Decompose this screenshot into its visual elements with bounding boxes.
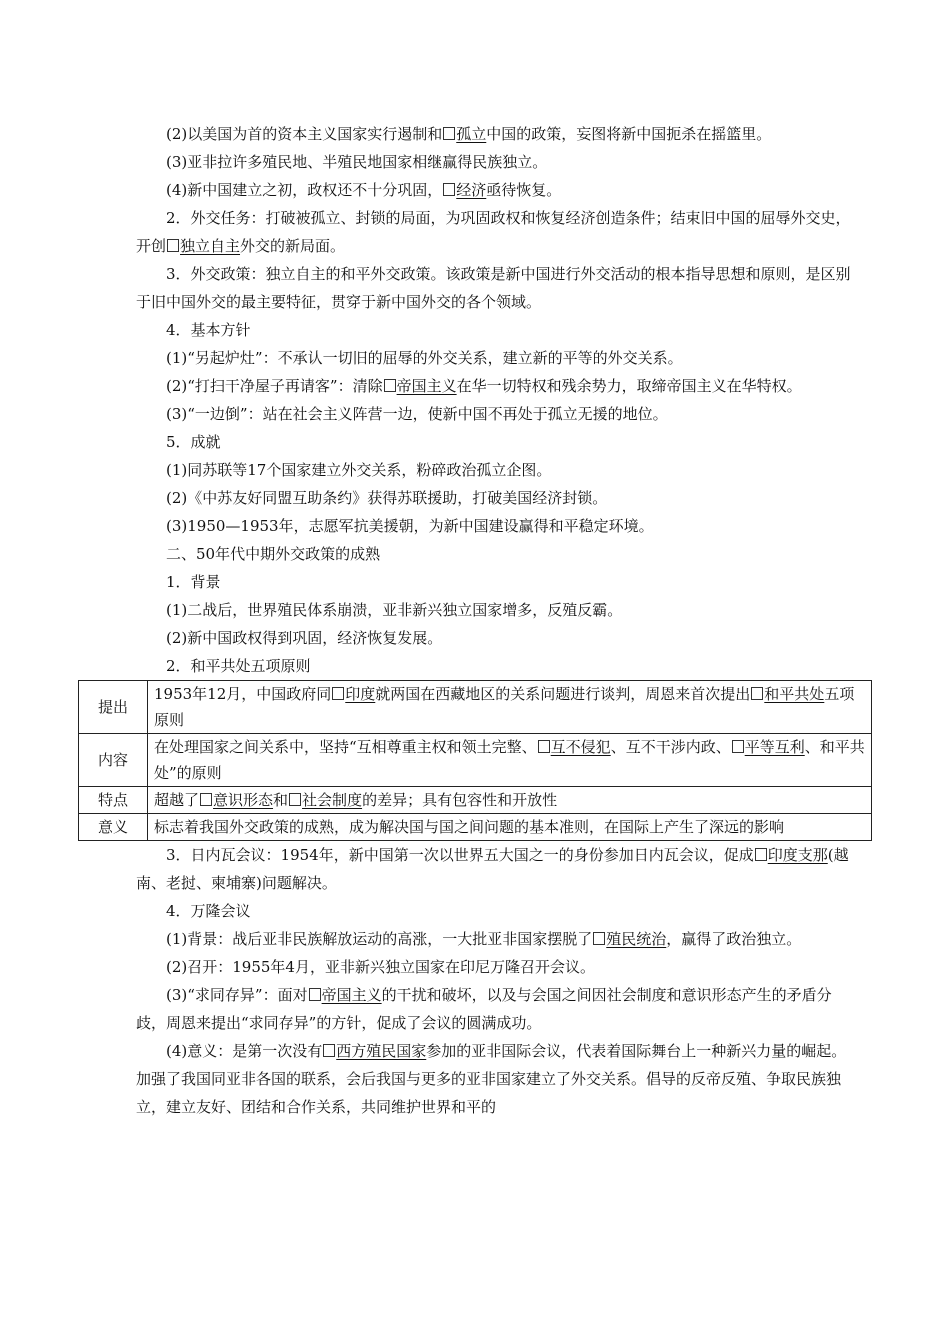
paragraph <box>136 624 852 652</box>
paragraph <box>136 400 852 428</box>
paragraph-text: 的干扰和破坏，以及与会国之间因社会制度和意识形态产生的矛盾分歧，周恩来提出“求同存异”的方针，促成了会议的圆满成功。 <box>136 986 832 1032</box>
paragraph-text: (2)新中国政权得到巩固，经济恢复发展。 <box>166 629 443 647</box>
cell-text: 在处理国家之间关系中，坚持“互相尊重主权和领土完整、 <box>154 738 537 756</box>
paragraph-text: (1)二战后，世界殖民体系崩溃，亚非新兴独立国家增多，反殖反霸。 <box>166 601 623 619</box>
table-row <box>79 787 872 814</box>
paragraph-text: (2)以美国为首的资本主义国家实行遏制和 <box>166 125 443 143</box>
paragraph-text: (2)召开：1955年4月，亚非新兴独立国家在印尼万隆召开会议。 <box>166 958 595 976</box>
paragraph-text: 在华一切特权和残余势力，取缔帝国主义在华特权。 <box>456 377 802 395</box>
fill-answer: 帝国主义 <box>396 377 457 395</box>
fill-answer: 孤立 <box>456 125 487 143</box>
fill-answer: 平等互利 <box>744 738 805 756</box>
paragraph-text: 4．基本方针 <box>166 321 251 339</box>
blank-box-icon <box>384 379 396 392</box>
paragraph <box>136 456 852 484</box>
paragraph <box>136 652 852 680</box>
paragraph <box>136 512 852 540</box>
fill-answer: 互不侵犯 <box>550 738 611 756</box>
row-label: 特点 <box>79 787 148 814</box>
fill-answer: 帝国主义 <box>321 986 382 1004</box>
blank-box-icon <box>332 687 344 700</box>
fill-answer: 和平共处 <box>764 685 825 703</box>
blank-box-icon <box>323 1044 335 1057</box>
paragraph <box>136 148 852 176</box>
paragraph <box>136 596 852 624</box>
paragraph-text: (4)意义：是第一次没有 <box>166 1042 323 1060</box>
row-content <box>148 734 872 787</box>
paragraph-text: 3．外交政策：独立自主的和平外交政策。该政策是新中国进行外交活动的根本指导思想和原则，是区别于旧中国外交的最主要特征，贯穿于新中国外交的各个领域。 <box>136 265 851 311</box>
cell-text: 就两国在西藏地区的关系问题进行谈判，周恩来首次提出 <box>375 685 751 703</box>
cell-text: 、互不干涉内政、 <box>610 738 731 756</box>
paragraph-text: (2)“打扫干净屋子再请客”：清除 <box>166 377 383 395</box>
paragraph-text: 外交的新局面。 <box>240 237 346 255</box>
blank-box-icon <box>167 239 179 252</box>
paragraph <box>136 953 852 981</box>
row-content <box>148 787 872 814</box>
blank-box-icon <box>755 848 767 861</box>
fill-answer: 意识形态 <box>213 791 274 809</box>
cell-text: 的差异；具有包容性和开放性 <box>362 791 558 809</box>
blank-box-icon <box>443 183 455 196</box>
paragraph <box>136 1037 852 1121</box>
fill-answer: 印度支那 <box>767 846 828 864</box>
paragraph-text: 二、50年代中期外交政策的成熟 <box>166 545 381 563</box>
paragraph <box>136 568 852 596</box>
paragraph-text: (1)背景：战后亚非民族解放运动的高涨，一大批亚非国家摆脱了 <box>166 930 593 948</box>
row-label: 提出 <box>79 681 148 734</box>
fill-answer: 印度 <box>345 685 376 703</box>
row-content <box>148 681 872 734</box>
paragraph <box>136 176 852 204</box>
blank-box-icon <box>443 127 455 140</box>
paragraph-text: (越南、老挝、柬埔寨)问题解决。 <box>136 846 849 892</box>
blank-box-icon <box>593 932 605 945</box>
fill-answer: 独立自主 <box>180 237 241 255</box>
paragraph-text: (2)《中苏友好同盟互助条约》获得苏联援助，打破美国经济封锁。 <box>166 489 608 507</box>
paragraph <box>136 260 852 316</box>
table-row <box>79 681 872 734</box>
paragraph-text: ，赢得了政治独立。 <box>666 930 802 948</box>
row-label: 内容 <box>79 734 148 787</box>
fill-answer: 社会制度 <box>302 791 363 809</box>
blank-box-icon <box>309 988 321 1001</box>
paragraph-text: (3)1950—1953年，志愿军抗美援朝，为新中国建设赢得和平稳定环境。 <box>166 517 654 535</box>
paragraph-text: 3．日内瓦会议：1954年，新中国第一次以世界五大国之一的身份参加日内瓦会议，促成 <box>166 846 754 864</box>
paragraph <box>136 316 852 344</box>
paragraph-text: 5．成就 <box>166 433 221 451</box>
fill-answer: 西方殖民国家 <box>336 1042 427 1060</box>
paragraph-text: (3)“一边倒”：站在社会主义阵营一边，使新中国不再处于孤立无援的地位。 <box>166 405 668 423</box>
paragraph <box>136 120 852 148</box>
paragraph <box>136 344 852 372</box>
paragraph <box>136 204 852 260</box>
paragraph <box>136 841 852 897</box>
row-label: 意义 <box>79 814 148 841</box>
paragraph-text: (1)同苏联等17个国家建立外交关系，粉碎政治孤立企图。 <box>166 461 552 479</box>
paragraph-text: 4．万隆会议 <box>166 902 251 920</box>
cell-text: 标志着我国外交政策的成熟，成为解决国与国之间问题的基本准则，在国际上产生了深远的影响 <box>154 818 785 836</box>
section-geneva-bandung <box>136 841 852 1121</box>
blank-box-icon <box>200 793 212 806</box>
table-row <box>79 734 872 787</box>
row-content <box>148 814 872 841</box>
fill-answer: 经济 <box>456 181 487 199</box>
paragraph <box>136 981 852 1037</box>
section-foreign-policy-founding <box>136 120 852 680</box>
paragraph <box>136 484 852 512</box>
paragraph <box>136 540 852 568</box>
paragraph <box>136 897 852 925</box>
five-principles-table <box>78 680 872 841</box>
fill-answer: 殖民统治 <box>606 930 667 948</box>
blank-box-icon <box>751 687 763 700</box>
blank-box-icon <box>732 740 744 753</box>
paragraph <box>136 372 852 400</box>
cell-text: 五项原则 <box>154 685 855 729</box>
paragraph-text: 2．外交任务：打破被孤立、封锁的局面，为巩固政权和恢复经济创造条件；结束旧中国的屈辱外交史，开创 <box>136 209 851 255</box>
paragraph-text: 参加的亚非国际会议，代表着国际舞台上一种新兴力量的崛起。加强了我国同亚非各国的联系，会后我国与更多的亚非国家建立了外交关系。倡导的反帝反殖、争取民族独立，建立友好、团结和合作关系，共同维护世界和平的 <box>136 1042 847 1116</box>
cell-text: 和 <box>273 791 289 809</box>
paragraph-text: (4)新中国建立之初，政权还不十分巩固， <box>166 181 443 199</box>
paragraph <box>136 925 852 953</box>
blank-box-icon <box>538 740 550 753</box>
paragraph-text: (1)“另起炉灶”：不承认一切旧的屈辱的外交关系，建立新的平等的外交关系。 <box>166 349 683 367</box>
paragraph-text: 中国的政策，妄图将新中国扼杀在摇篮里。 <box>486 125 772 143</box>
cell-text: 超越了 <box>154 791 200 809</box>
paragraph-text: (3)亚非拉许多殖民地、半殖民地国家相继赢得民族独立。 <box>166 153 548 171</box>
paragraph-text: 2．和平共处五项原则 <box>166 657 311 675</box>
blank-box-icon <box>289 793 301 806</box>
document-body <box>97 120 865 1121</box>
paragraph-text: 1．背景 <box>166 573 221 591</box>
paragraph <box>136 428 852 456</box>
paragraph-text: (3)“求同存异”：面对 <box>166 986 308 1004</box>
cell-text: 1953年12月，中国政府同 <box>154 685 332 703</box>
paragraph-text: 亟待恢复。 <box>486 181 562 199</box>
cell-text: 、和平共处”的原则 <box>154 738 865 782</box>
table-row <box>79 814 872 841</box>
